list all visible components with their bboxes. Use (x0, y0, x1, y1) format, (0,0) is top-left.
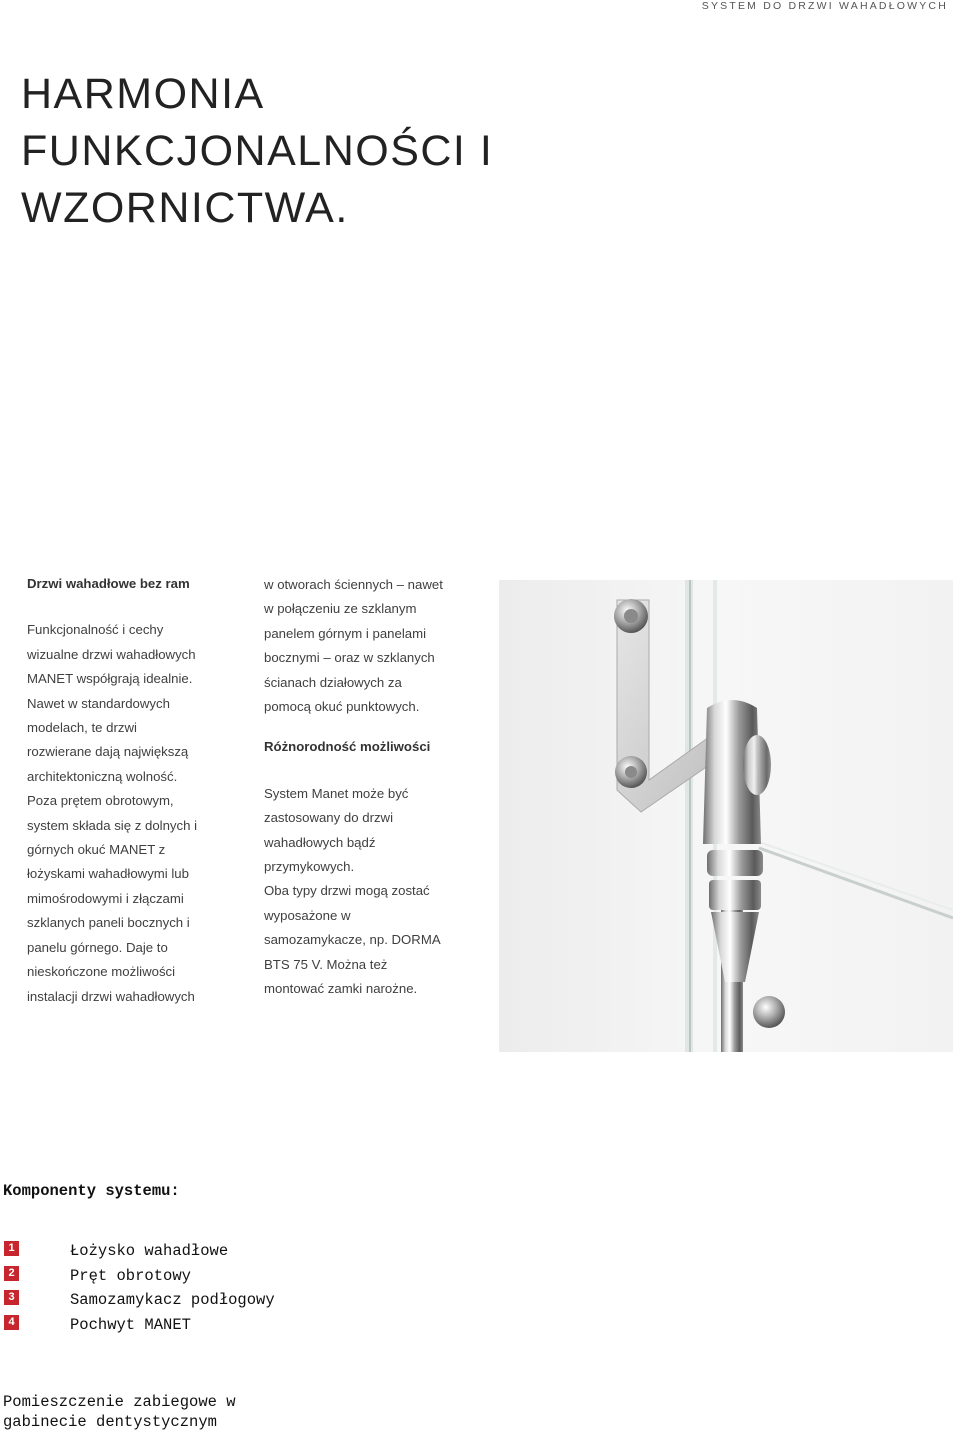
text-column-1 (27, 572, 232, 1009)
number-badge: 3 (4, 1290, 19, 1305)
number-badge: 2 (4, 1266, 19, 1281)
column2-line: w połączeniu ze szklanym (264, 601, 417, 617)
column2-line: zastosowany do drzwi (264, 810, 394, 826)
column1-line: górnych okuć MANET z (27, 842, 166, 858)
column1-line: architektoniczną wolność. (27, 768, 178, 784)
column1-line: modelach, te drzwi (27, 720, 137, 736)
column1-line: instalacji drzwi wahadłowych (27, 988, 195, 1004)
column1-heading: Drzwi wahadłowe bez ram (27, 576, 190, 591)
column1-line: system składa się z dolnych i (27, 817, 198, 833)
component-label: Pochwyt MANET (70, 1315, 191, 1334)
title-line: HARMONIA (21, 70, 265, 118)
column1-line: Poza prętem obrotowym, (27, 793, 174, 809)
column1-line: rozwierane dają największą (27, 744, 189, 760)
photo-caption (3, 1392, 236, 1432)
column2-line: pomocą okuć punktowych. (264, 699, 420, 715)
column2-line: montować zamki narożne. (264, 981, 418, 997)
column1-line: łożyskami wahadłowymi lub (27, 866, 189, 882)
column2-heading: Różnorodność możliwości (264, 739, 431, 755)
column1-line: mimośrodowymi i złączami (27, 890, 184, 906)
column2-line: wahadłowych bądź (264, 834, 376, 850)
column2-line: w otworach ściennych – nawet (264, 577, 443, 592)
column1-line: nieskończone możliwości (27, 964, 176, 980)
components-heading: Komponenty systemu: (3, 1182, 180, 1200)
column2-line: panelem górnym i panelami (264, 625, 426, 641)
text-column-2 (264, 573, 469, 1002)
column1-line: wizualne drzwi wahadłowych (27, 646, 196, 662)
number-badge: 1 (4, 1241, 19, 1256)
column2-line: ścianach działowych za (264, 674, 402, 690)
caption-line: gabinecie dentystycznym (3, 1413, 217, 1431)
column2-line: Oba typy drzwi mogą zostać (264, 883, 430, 899)
component-label: Pręt obrotowy (70, 1266, 191, 1285)
column1-line: Funkcjonalność i cechy (27, 622, 164, 638)
section-header-label: SYSTEM DO DRZWI WAHADŁOWYCH (701, 0, 948, 12)
title-line: FUNKCJONALNOŚCI I (21, 127, 494, 175)
product-photo-door-hinge (499, 580, 953, 1052)
title-line: WZORNICTWA. (21, 184, 349, 232)
number-badge: 4 (4, 1315, 19, 1330)
column1-line: szklanych paneli bocznych i (27, 915, 190, 931)
column1-line: panelu górnego. Daje to (27, 939, 168, 955)
column2-line: bocznymi – oraz w szklanych (264, 650, 435, 666)
column2-line: przymykowych. (264, 859, 355, 875)
column2-line: System Manet może być (264, 785, 409, 801)
column2-line: samozamykacze, np. DORMA (264, 932, 441, 948)
column2-line: BTS 75 V. Można też (264, 956, 388, 972)
column1-line: Nawet w standardowych (27, 695, 170, 711)
component-label: Łożysko wahadłowe (70, 1242, 229, 1260)
caption-line: Pomieszczenie zabiegowe w (3, 1393, 236, 1411)
column1-line: MANET współgrają idealnie. (27, 671, 193, 687)
column2-line: wyposażone w (264, 907, 351, 923)
component-label: Samozamykacz podłogowy (70, 1291, 275, 1309)
page-title (21, 66, 493, 237)
